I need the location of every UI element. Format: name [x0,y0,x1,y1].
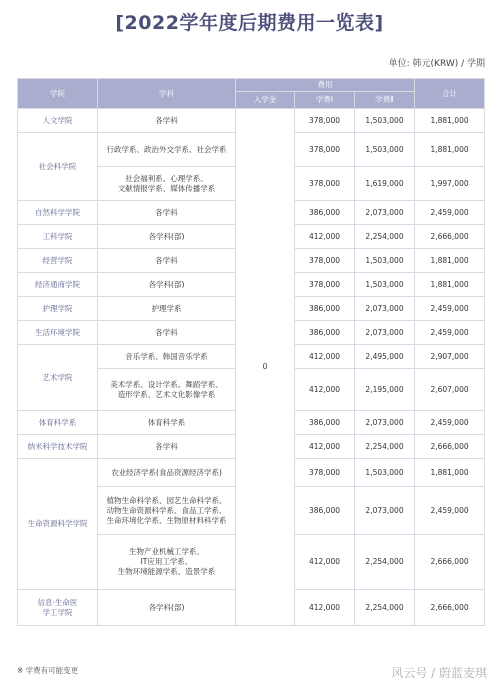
total-cell: 1,881,000 [415,459,485,487]
footnote: ※ 学费有可能变更 [17,666,79,675]
unit-note: 单位: 韩元(KRW) / 学期 [388,59,485,69]
header-tuition2: 学费Ⅱ [355,92,415,109]
tuition2-cell: 1,503,000 [355,249,415,273]
total-cell: 2,907,000 [415,345,485,369]
page-title: [2022学年度后期费用一览表] [115,12,384,34]
major-cell: 体育科学系 [98,411,236,435]
tuition1-cell: 386,000 [295,297,355,321]
total-cell: 1,881,000 [415,133,485,167]
tuition1-cell: 378,000 [295,273,355,297]
major-cell: 音乐学系、韩国音乐学系 [98,345,236,369]
tuition1-cell: 412,000 [295,345,355,369]
header-entrance: 入学金 [236,92,295,109]
tuition2-cell: 2,254,000 [355,435,415,459]
total-cell: 2,666,000 [415,590,485,626]
tuition1-cell: 386,000 [295,321,355,345]
tuition2-cell: 2,254,000 [355,535,415,590]
major-cell: 社会福利系、心理学系、 文献情报学系、媒体传播学系 [98,167,236,201]
tuition2-cell: 2,073,000 [355,487,415,535]
major-cell: 各学科 [98,435,236,459]
major-cell: 生物产业机械工学系、 IT应用工学系、 生物环境能源学系、造景学系 [98,535,236,590]
tuition1-cell: 412,000 [295,225,355,249]
tuition1-cell: 412,000 [295,590,355,626]
tuition2-cell: 2,073,000 [355,297,415,321]
total-cell: 1,997,000 [415,167,485,201]
college-cell: 工科学院 [18,225,98,249]
college-cell: 护理学院 [18,297,98,321]
tuition1-cell: 412,000 [295,535,355,590]
college-cell: 经济通商学院 [18,273,98,297]
watermark: 风云号 / 蔚蓝麦琪 [391,666,487,680]
tuition1-cell: 412,000 [295,369,355,411]
entrance-fee-cell: 0 [236,109,295,626]
fee-table-body [18,109,485,626]
total-cell: 1,881,000 [415,273,485,297]
major-cell: 各学科 [98,201,236,225]
tuition2-cell: 2,073,000 [355,201,415,225]
tuition2-cell: 2,073,000 [355,321,415,345]
tuition2-cell: 1,619,000 [355,167,415,201]
tuition1-cell: 378,000 [295,459,355,487]
total-cell: 1,881,000 [415,249,485,273]
major-cell: 行政学系、政治外交学系、社会学系 [98,133,236,167]
major-cell: 农业经济学系(食品资源经济学系) [98,459,236,487]
major-cell: 各学科(部) [98,273,236,297]
college-cell: 体育科学系 [18,411,98,435]
tuition2-cell: 1,503,000 [355,459,415,487]
total-cell: 2,459,000 [415,297,485,321]
tuition1-cell: 386,000 [295,201,355,225]
tuition1-cell: 378,000 [295,133,355,167]
college-cell: 生命资源科学学院 [18,459,98,590]
college-cell: 纳米科学技术学院 [18,435,98,459]
tuition1-cell: 378,000 [295,109,355,133]
fee-table [17,78,485,626]
tuition2-cell: 2,495,000 [355,345,415,369]
table-row [18,109,485,133]
header-major: 学科 [98,79,236,109]
tuition2-cell: 2,195,000 [355,369,415,411]
college-cell: 艺术学院 [18,345,98,411]
total-cell: 2,459,000 [415,487,485,535]
major-cell: 护理学系 [98,297,236,321]
tuition1-cell: 378,000 [295,249,355,273]
header-total: 合计 [415,79,485,109]
major-cell: 美术学系、设计学系、舞蹈学系、 造形学系、艺术文化影像学系 [98,369,236,411]
major-cell: 各学科 [98,109,236,133]
major-cell: 各学科(部) [98,225,236,249]
tuition2-cell: 2,254,000 [355,225,415,249]
total-cell: 2,666,000 [415,535,485,590]
tuition1-cell: 412,000 [295,435,355,459]
total-cell: 1,881,000 [415,109,485,133]
major-cell: 各学科 [98,321,236,345]
major-cell: 各学科(部) [98,590,236,626]
header-tuition1: 学费Ⅰ [295,92,355,109]
tuition2-cell: 2,254,000 [355,590,415,626]
total-cell: 2,459,000 [415,321,485,345]
college-cell: 经营学院 [18,249,98,273]
college-cell: 自然科学学院 [18,201,98,225]
total-cell: 2,459,000 [415,201,485,225]
total-cell: 2,666,000 [415,435,485,459]
header-fee-group: 费用 [236,79,415,92]
tuition1-cell: 378,000 [295,167,355,201]
college-cell: 信息·生命医 学工学院 [18,590,98,626]
college-cell: 人文学院 [18,109,98,133]
college-cell: 生活环境学院 [18,321,98,345]
header-college: 学院 [18,79,98,109]
tuition2-cell: 1,503,000 [355,273,415,297]
major-cell: 植物生命科学系、园艺生命科学系、 动物生命资源科学系、食品工学系、 生命环境化学系、生物原材料科学系 [98,487,236,535]
tuition1-cell: 386,000 [295,487,355,535]
total-cell: 2,666,000 [415,225,485,249]
college-cell: 社会科学院 [18,133,98,201]
tuition1-cell: 386,000 [295,411,355,435]
tuition2-cell: 1,503,000 [355,109,415,133]
tuition2-cell: 2,073,000 [355,411,415,435]
tuition2-cell: 1,503,000 [355,133,415,167]
total-cell: 2,607,000 [415,369,485,411]
major-cell: 各学科 [98,249,236,273]
total-cell: 2,459,000 [415,411,485,435]
